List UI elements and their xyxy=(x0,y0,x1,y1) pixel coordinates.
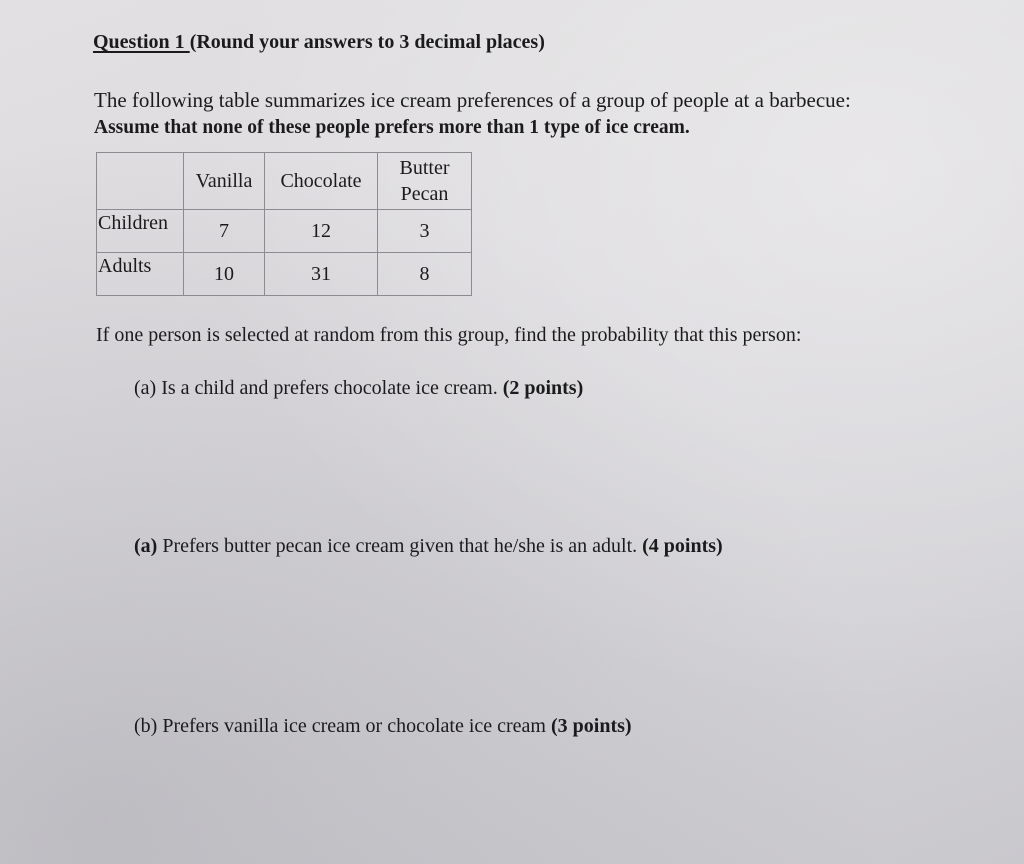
row-label-adults: Adults xyxy=(97,253,184,296)
part-text: Prefers vanilla ice cream or chocolate ice cream xyxy=(157,715,551,737)
table-header-row xyxy=(97,153,472,210)
cell-adults-vanilla: 10 xyxy=(184,253,265,296)
question-label: Question 1 xyxy=(93,31,190,53)
assumption-text: Assume that none of these people prefers more than 1 type of ice cream. xyxy=(94,117,690,138)
question-part-b xyxy=(134,714,632,738)
table-corner-cell xyxy=(97,153,184,210)
column-header-butter-line1: Butter xyxy=(399,157,450,179)
question-part-a-second xyxy=(134,534,723,558)
intro-text: The following table summarizes ice cream preferences of a group of people at a barbecue: xyxy=(94,88,851,112)
part-text: Prefers butter pecan ice cream given that he/she is an adult. xyxy=(157,535,643,557)
table-row xyxy=(97,253,472,296)
question-title xyxy=(93,30,545,54)
column-header-chocolate: Chocolate xyxy=(265,153,378,210)
part-label: (b) xyxy=(134,715,158,737)
part-points: (2 points) xyxy=(502,377,584,399)
probability-prompt: If one person is selected at random from this group, find the probability that this person: xyxy=(96,324,802,346)
part-label: (a) xyxy=(134,377,157,399)
part-label: (a) xyxy=(134,535,158,557)
part-points: (4 points) xyxy=(642,535,723,557)
row-label-children: Children xyxy=(97,210,184,253)
preferences-table xyxy=(96,152,472,296)
column-header-vanilla: Vanilla xyxy=(184,153,265,210)
cell-children-vanilla: 7 xyxy=(184,210,265,253)
cell-children-butter-pecan: 3 xyxy=(378,210,472,253)
part-points: (3 points) xyxy=(551,715,632,737)
question-part-a xyxy=(134,376,583,400)
cell-children-chocolate: 12 xyxy=(265,210,378,253)
column-header-butter-line2: Pecan xyxy=(400,183,449,205)
column-header-butter-pecan xyxy=(378,153,472,210)
cell-adults-chocolate: 31 xyxy=(265,253,378,296)
cell-adults-butter-pecan: 8 xyxy=(378,253,472,296)
question-instruction: (Round your answers to 3 decimal places) xyxy=(189,31,545,53)
table-row xyxy=(97,210,472,253)
part-text: Is a child and prefers chocolate ice cream. xyxy=(156,377,503,399)
